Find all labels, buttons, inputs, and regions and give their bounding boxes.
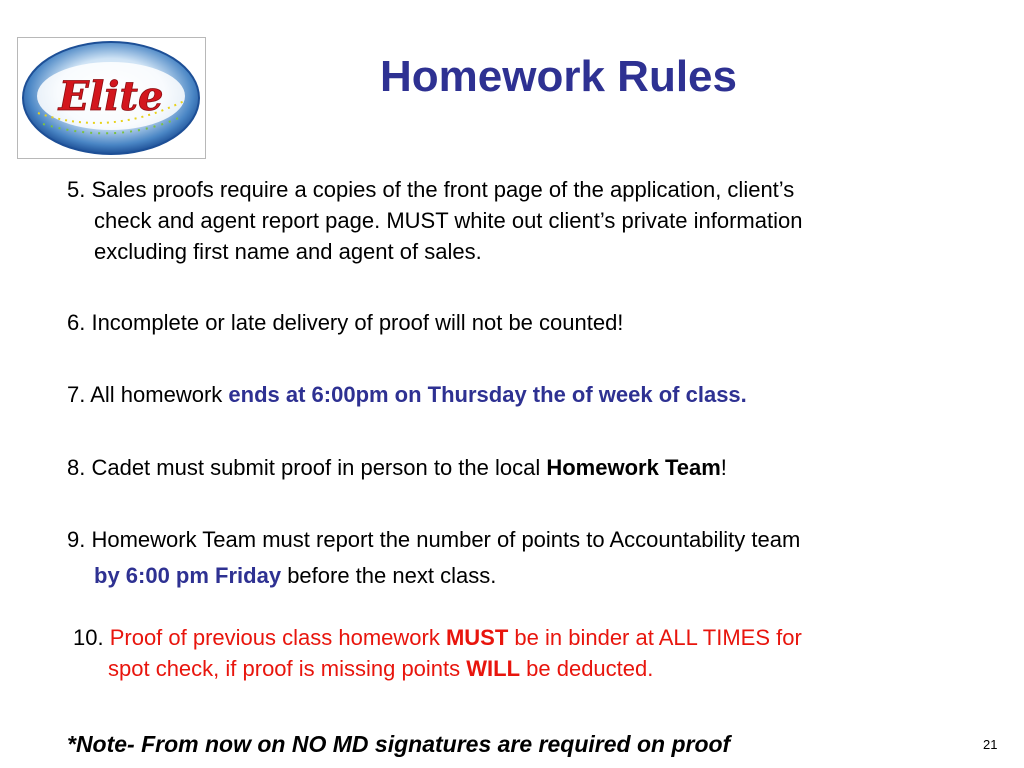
- rule-5-line-2: check and agent report page. MUST white out client’s private information: [94, 208, 803, 233]
- rule-8-homework-team: Homework Team: [546, 455, 721, 480]
- rule-9-tail: before the next class.: [281, 563, 497, 588]
- rule-10-part-2: be in binder at ALL TIMES for: [508, 625, 802, 650]
- rule-9-line-1: 9. Homework Team must report the number of points to Accountability team: [67, 527, 801, 552]
- rule-10-will: WILL: [466, 656, 521, 681]
- logo-wordmark: Elite: [58, 73, 164, 120]
- page-title: Homework Rules: [380, 52, 737, 101]
- rule-7: [67, 379, 747, 410]
- signature-note: *Note- From now on NO MD signatures are required on proof: [67, 731, 731, 757]
- rule-6: 6. Incomplete or late delivery of proof will not be counted!: [67, 310, 624, 335]
- rule-8-text: 8. Cadet must submit proof in person to the local: [67, 455, 547, 480]
- rule-7-deadline: ends at 6:00pm on Thursday the of week of class.: [228, 382, 747, 407]
- rule-5-line-3: excluding first name and agent of sales.: [94, 239, 482, 264]
- rule-5-number: 5.: [67, 177, 92, 202]
- rule-5-line-1: Sales proofs require a copies of the front page of the application, client’s: [91, 177, 795, 202]
- rule-10: [73, 622, 802, 684]
- rule-10-line-2a: spot check, if proof is missing points: [108, 656, 467, 681]
- rule-10-part-1: Proof of previous class homework: [109, 625, 446, 650]
- rule-10-must: MUST: [445, 625, 509, 650]
- elite-logo: [17, 37, 206, 159]
- rule-10-number: 10.: [73, 625, 110, 650]
- rule-5: [67, 174, 957, 267]
- rule-8: [67, 452, 727, 483]
- rule-8-tail: !: [720, 455, 727, 480]
- page-number: 21: [983, 737, 998, 752]
- rule-9: [67, 524, 800, 591]
- elite-logo-graphic: [18, 38, 205, 158]
- rule-10-line-2b: be deducted.: [520, 656, 654, 681]
- rule-9-deadline: by 6:00 pm Friday: [94, 563, 282, 588]
- rule-7-text: 7. All homework: [67, 382, 229, 407]
